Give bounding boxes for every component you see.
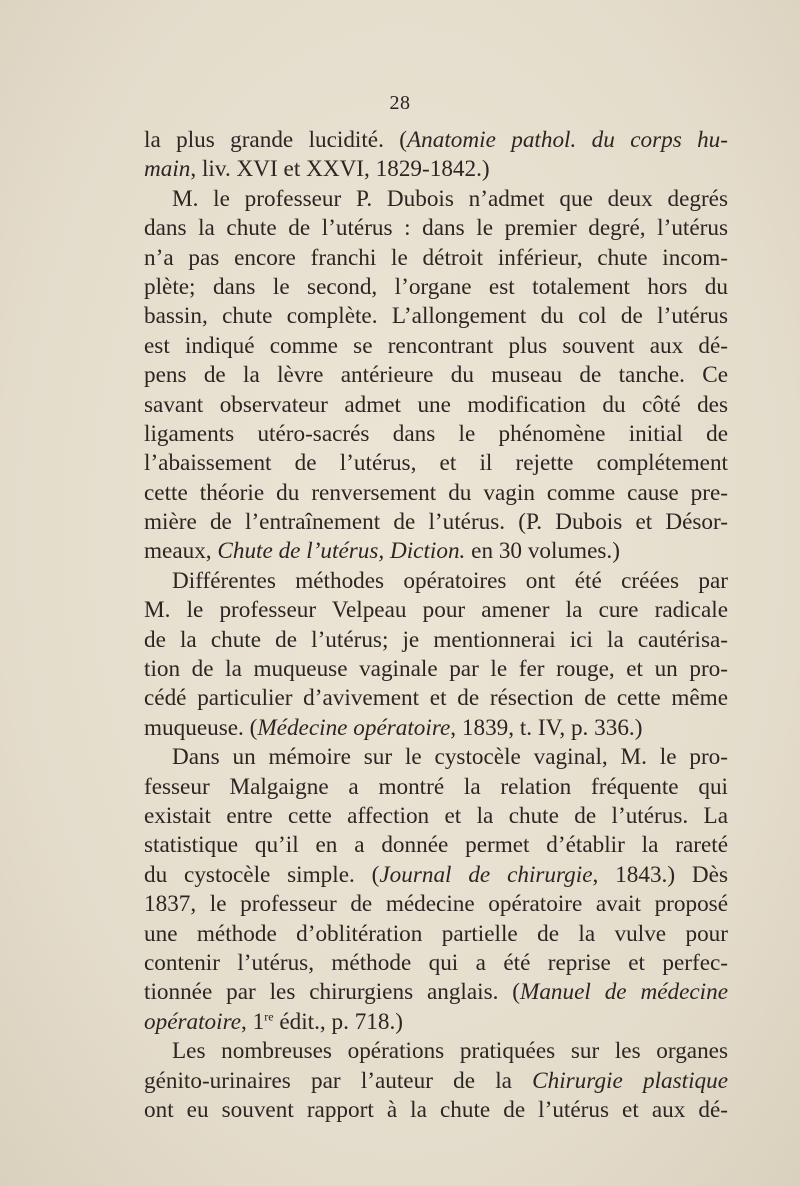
text-line xyxy=(144,244,728,273)
text-run: l’abaissement de l’utérus, et il rejette complétement xyxy=(144,450,728,477)
text-run: contenir l’utérus, méthode qui a été reprise et perfec- xyxy=(144,949,728,976)
text-run: tion de la muqueuse vaginale par le fer rouge, et un pro- xyxy=(144,656,728,683)
text-run: est indiqué comme se rencontrant plus souvent aux dé- xyxy=(144,332,728,359)
text-run: savant observateur admet une modification du côté des xyxy=(144,391,728,418)
text-run: en 30 volumes.) xyxy=(465,538,620,565)
text-run: M. le professeur P. Dubois n’admet que deux degrés xyxy=(172,185,728,212)
text-line xyxy=(144,1037,728,1066)
text-line xyxy=(144,479,728,508)
text-line xyxy=(144,273,728,302)
text-line xyxy=(144,508,728,537)
text-run: muqueuse. ( xyxy=(144,714,258,741)
text-run: fesseur Malgaigne a montré la relation fréquente qui xyxy=(144,773,728,800)
text-run: génito-urinaires par l’auteur de la xyxy=(144,1067,533,1094)
text-run: opératoire xyxy=(144,1008,242,1035)
body-text xyxy=(144,126,728,1125)
text-run: , 1 xyxy=(241,1008,265,1035)
text-run: Médecine opératoire xyxy=(257,714,451,741)
text-line xyxy=(144,155,728,184)
text-line xyxy=(144,596,728,625)
text-line xyxy=(144,567,728,596)
text-run: ligaments utéro-sacrés dans le phénomène initial de xyxy=(144,420,728,447)
text-line xyxy=(144,302,728,331)
text-line xyxy=(144,890,728,919)
text-line xyxy=(144,773,728,802)
text-run: re xyxy=(264,1008,274,1023)
text-run: du cystocèle simple. ( xyxy=(144,861,380,888)
text-line xyxy=(144,978,728,1007)
text-run: de la chute de l’utérus; je mentionnerai ici la cautérisa- xyxy=(144,626,728,653)
text-line xyxy=(144,214,728,243)
text-run: Chute de l’utérus, Diction. xyxy=(217,538,466,565)
text-run: une méthode d’oblitération partielle de la vulve pour xyxy=(144,920,728,947)
text-run: meaux, xyxy=(144,538,218,565)
text-line xyxy=(144,537,728,566)
text-run: ont eu souvent rapport à la chute de l’utérus et aux dé- xyxy=(144,1096,728,1123)
text-run: tionnée par les chirurgiens anglais. ( xyxy=(144,979,521,1006)
text-run: main xyxy=(144,156,191,183)
text-line xyxy=(144,949,728,978)
text-run: Journal de chirurgie xyxy=(379,861,593,888)
text-run: pens de la lèvre antérieure du museau de tanche. Ce xyxy=(144,362,728,389)
text-run: Dans un mémoire sur le cystocèle vaginal, M. le pro- xyxy=(172,744,728,771)
text-run: la plus grande lucidité. ( xyxy=(144,127,407,153)
text-run: édit., p. 718.) xyxy=(273,1008,403,1035)
text-run: , 1839, t. IV, p. 336.) xyxy=(450,714,643,741)
text-run: Les nombreuses opérations pratiquées sur les organes xyxy=(172,1038,728,1065)
text-run: n’a pas encore franchi le détroit inférieur, chute incom- xyxy=(144,244,728,271)
text-line xyxy=(144,1096,728,1125)
text-run: statistique qu’il en a donnée permet d’établir la rareté xyxy=(144,832,728,859)
text-line xyxy=(144,802,728,831)
text-line xyxy=(144,332,728,361)
text-line xyxy=(144,626,728,655)
text-run: , liv. XVI et XXVI, 1829-1842.) xyxy=(190,156,490,183)
text-line xyxy=(144,126,728,155)
text-run: cette théorie du renversement du vagin comme cause pre- xyxy=(144,479,728,506)
text-run: Différentes méthodes opératoires ont été créées par xyxy=(172,567,728,594)
text-line xyxy=(144,861,728,890)
text-run: Anatomie pathol. du corps hu- xyxy=(407,127,728,153)
text-line xyxy=(144,831,728,860)
text-line xyxy=(144,361,728,390)
text-line xyxy=(144,920,728,949)
text-line xyxy=(144,420,728,449)
text-run: mière de l’entraînement de l’utérus. (P. Dubois et Désor- xyxy=(144,509,728,536)
text-run: Chirurgie plastique xyxy=(532,1067,728,1094)
text-run: cédé particulier d’avivement et de résection de cette même xyxy=(144,685,728,712)
text-line xyxy=(144,1067,728,1096)
text-line xyxy=(144,714,728,743)
text-run: plète; dans le second, l’organe est totalement hors du xyxy=(144,273,728,300)
text-run: 1837, le professeur de médecine opératoire avait proposé xyxy=(144,891,728,918)
text-line xyxy=(144,743,728,772)
text-run: M. le professeur Velpeau pour amener la cure radicale xyxy=(144,597,728,624)
text-line xyxy=(144,1008,728,1037)
text-run: bassin, chute complète. L’allongement du col de l’utérus xyxy=(144,303,728,330)
text-line xyxy=(144,684,728,713)
text-run: , 1843.) Dès xyxy=(592,861,728,888)
page-number: 28 xyxy=(389,92,411,114)
text-line xyxy=(144,185,728,214)
text-line xyxy=(144,391,728,420)
text-run: dans la chute de l’utérus : dans le premier degré, l’utérus xyxy=(144,215,728,242)
text-run: Manuel de médecine xyxy=(520,979,728,1006)
text-run: existait entre cette affection et la chute de l’utérus. La xyxy=(144,802,728,829)
text-line xyxy=(144,449,728,478)
text-line xyxy=(144,655,728,684)
